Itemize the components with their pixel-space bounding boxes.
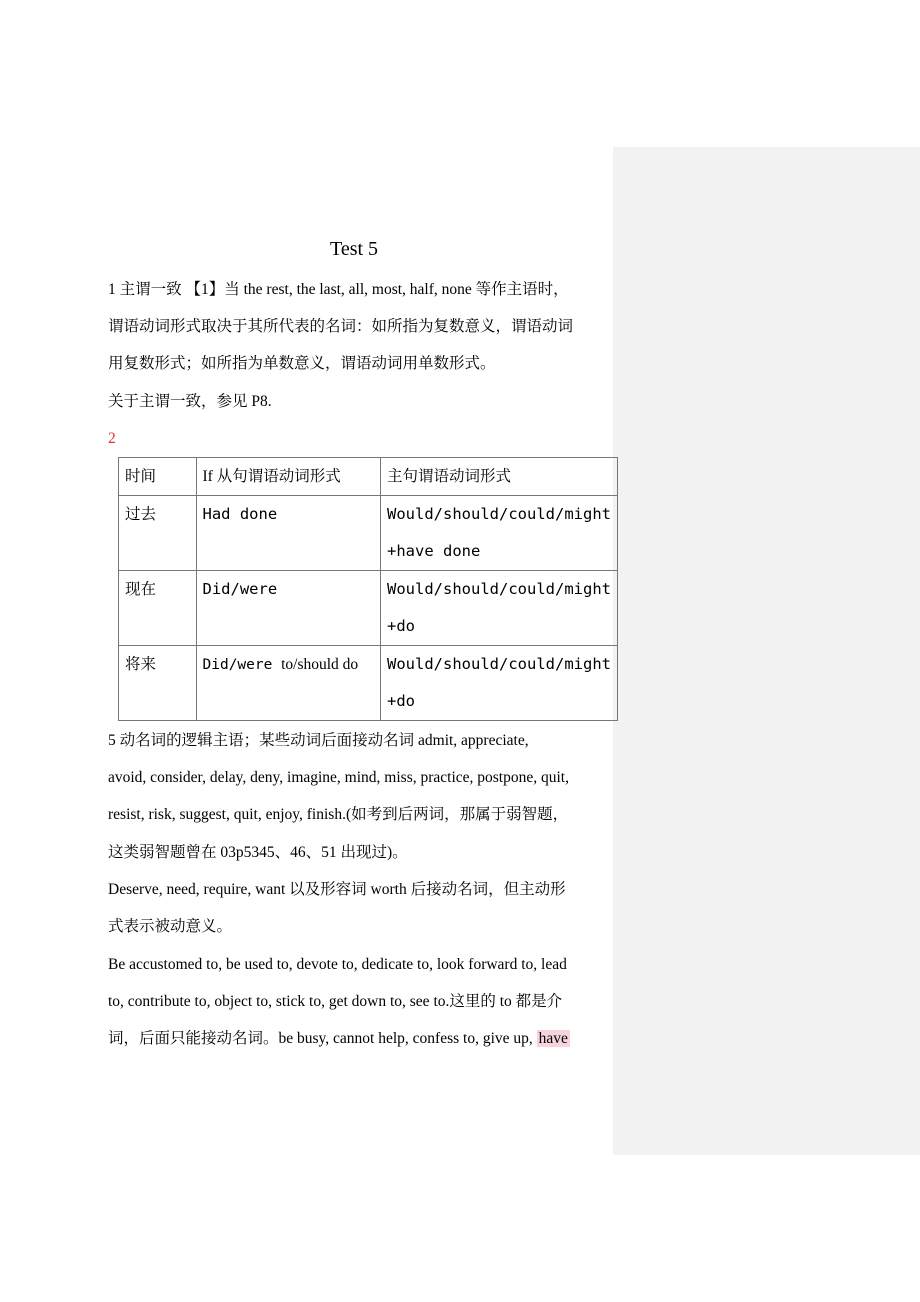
main-clause-line: Would/should/could/might — [387, 580, 611, 598]
paragraph-line: resist, risk, suggest, quit, enjoy, finish.(如考到后两词，那属于弱智题， — [108, 806, 569, 823]
if-clause-part: to/should do — [281, 656, 359, 673]
table-cell-time: 现在 — [119, 571, 197, 646]
main-clause-line: +do — [387, 692, 416, 710]
paragraph-line: 式表示被动意义。 — [108, 918, 233, 935]
paragraph-line: 谓语动词形式取决于其所代表的名词：如所指为复数意义，谓语动词 — [108, 318, 574, 335]
table-cell-if-clause — [196, 646, 381, 721]
paragraph-line — [108, 1029, 570, 1049]
table-header-row — [119, 458, 618, 496]
main-clause-line: Would/should/could/might — [387, 655, 611, 673]
table-cell-main-clause — [381, 646, 618, 721]
table-row — [119, 571, 618, 646]
table-header-cell: If 从句谓语动词形式 — [196, 458, 381, 496]
table-cell-if-clause: Had done — [196, 496, 381, 571]
comment-pane — [613, 147, 920, 1155]
table-cell-main-clause — [381, 496, 618, 571]
table-header-cell: 时间 — [119, 458, 197, 496]
page-title: Test 5 — [330, 238, 379, 260]
table-cell-main-clause — [381, 571, 618, 646]
main-clause-line: +have done — [387, 542, 481, 560]
paragraph-line: 5 动名词的逻辑主语；某些动词后面接动名词 admit, appreciate, — [108, 732, 529, 749]
paragraph-line: to, contribute to, object to, stick to, get down to, see to.这里的 to 都是介 — [108, 993, 563, 1010]
paragraph-line: Be accustomed to, be used to, devote to, dedicate to, look forward to, lead — [108, 956, 567, 973]
paragraph-line: 这类弱智题曾在 03p5345、46、51 出现过)。 — [108, 844, 408, 861]
table-row — [119, 646, 618, 721]
paragraph-line: Deserve, need, require, want 以及形容词 worth 后接动名词，但主动形 — [108, 881, 566, 898]
table-cell-if-clause: Did/were — [196, 571, 381, 646]
paragraph-line: 1 主谓一致 【1】当 the rest, the last, all, most, half, none 等作主语时， — [108, 281, 569, 298]
paragraph-line: 用复数形式；如所指为单数意义，谓语动词用单数形式。 — [108, 355, 496, 372]
paragraph-line: 关于主谓一致，参见 P8. — [108, 393, 272, 410]
paragraph-line: avoid, consider, delay, deny, imagine, mind, miss, practice, postpone, quit, — [108, 769, 569, 786]
line-text: 词，后面只能接动名词。be busy, cannot help, confess to, give up, — [108, 1030, 537, 1047]
table-cell-time: 过去 — [119, 496, 197, 571]
conditional-table — [118, 457, 618, 721]
highlighted-text: have — [538, 1030, 568, 1047]
table-cell-time: 将来 — [119, 646, 197, 721]
section-number: 2 — [108, 430, 116, 447]
table-row — [119, 496, 618, 571]
main-clause-line: Would/should/could/might — [387, 505, 611, 523]
table-header-cell: 主句谓语动词形式 — [381, 458, 618, 496]
if-clause-part: Did/were — [202, 657, 282, 673]
main-clause-line: +do — [387, 617, 416, 635]
